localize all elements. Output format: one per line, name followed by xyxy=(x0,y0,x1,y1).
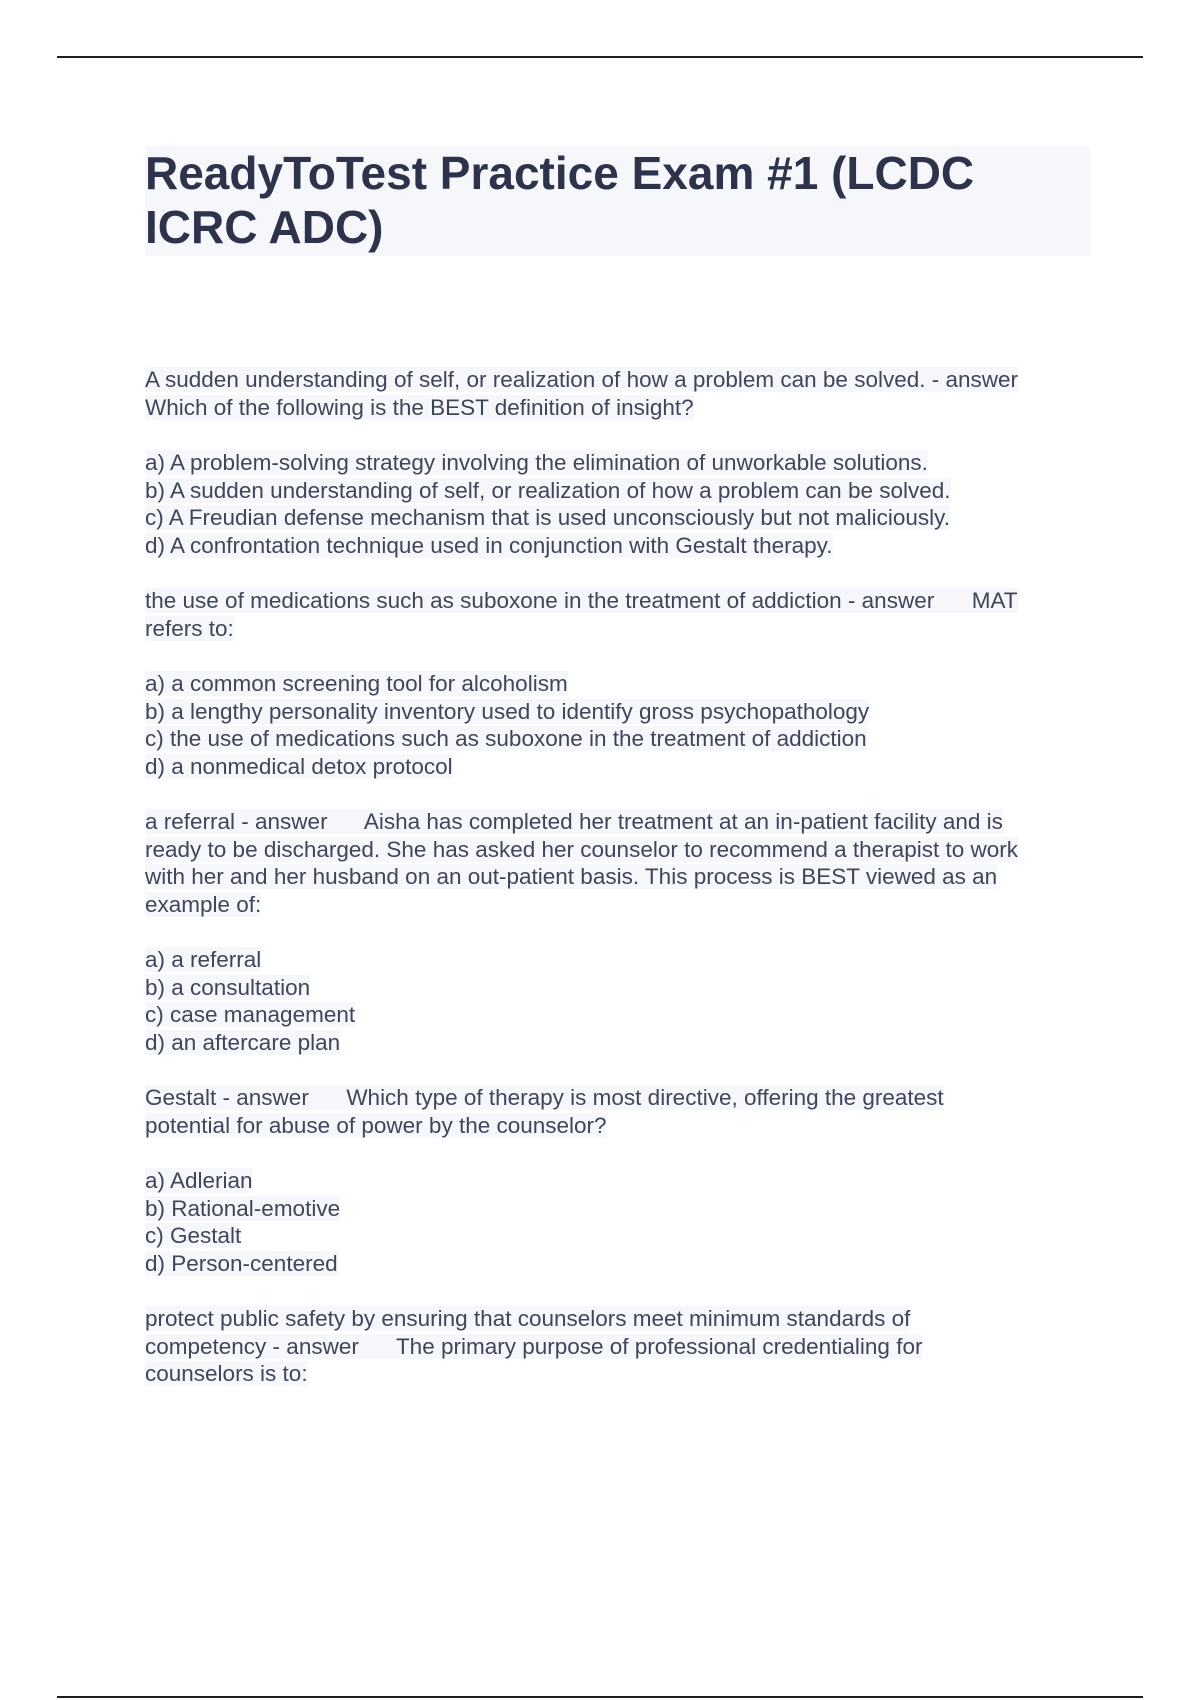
question-block-3 xyxy=(145,808,1090,1056)
document-content xyxy=(145,146,1090,1416)
question-4-prompt-line: potential for abuse of power by the counselor? xyxy=(145,1112,607,1138)
question-3-prompt-line: example of: xyxy=(145,891,262,917)
question-3-prompt-line: with her and her husband on an out-patient basis. This process is BEST viewed as an xyxy=(145,864,998,889)
question-2-prompt-line: the use of medications such as suboxone in the treatment of addiction - answer MAT xyxy=(145,588,1018,613)
question-block-4 xyxy=(145,1084,1090,1277)
question-4-prompt-line: Gestalt - answer Which type of therapy is most directive, offering the greatest xyxy=(145,1085,944,1110)
question-3-option: a) a referral xyxy=(145,947,262,972)
question-5-prompt-line: protect public safety by ensuring that counselors meet minimum standards of xyxy=(145,1306,911,1331)
question-1-prompt-line: Which of the following is the BEST definition of insight? xyxy=(145,394,694,420)
question-1-option: b) A sudden understanding of self, or realization of how a problem can be solved. xyxy=(145,477,951,503)
question-2-option: b) a lengthy personality inventory used to identify gross psychopathology xyxy=(145,698,870,724)
question-3-option: c) case management xyxy=(145,1002,356,1027)
bottom-rule xyxy=(57,1696,1143,1698)
title-line-2: ICRC ADC) xyxy=(145,201,384,253)
question-4-option: a) Adlerian xyxy=(145,1168,253,1193)
question-1-prompt-line: A sudden understanding of self, or realization of how a problem can be solved. - answer xyxy=(145,367,1019,392)
question-3-prompt-line: a referral - answer Aisha has completed her treatment at an in-patient facility and is xyxy=(145,809,1003,834)
question-2-option: a) a common screening tool for alcoholism xyxy=(145,671,568,696)
question-block-1 xyxy=(145,366,1090,559)
question-5-prompt-line: counselors is to: xyxy=(145,1361,308,1386)
question-4-option: b) Rational-emotive xyxy=(145,1195,341,1221)
question-3-prompt-line: ready to be discharged. She has asked her counselor to recommend a therapist to work xyxy=(145,836,1018,862)
question-4-option: d) Person-centered xyxy=(145,1250,338,1276)
question-3-option: b) a consultation xyxy=(145,974,311,1000)
question-1-option: d) A confrontation technique used in conjunction with Gestalt therapy. xyxy=(145,532,833,558)
question-list xyxy=(145,366,1090,1388)
question-2-option: d) a nonmedical detox protocol xyxy=(145,753,453,779)
document-title xyxy=(145,146,1090,256)
title-line-1: ReadyToTest Practice Exam #1 (LCDC xyxy=(145,147,975,199)
question-1-option: c) A Freudian defense mechanism that is used unconsciously but not maliciously. xyxy=(145,505,951,530)
question-block-2 xyxy=(145,587,1090,780)
question-block-5 xyxy=(145,1305,1090,1388)
question-5-prompt-line: competency - answer The primary purpose of professional credentialing for xyxy=(145,1333,923,1359)
question-4-option: c) Gestalt xyxy=(145,1223,242,1248)
question-1-option: a) A problem-solving strategy involving the elimination of unworkable solutions. xyxy=(145,450,928,475)
question-2-option: c) the use of medications such as suboxone in the treatment of addiction xyxy=(145,726,867,751)
question-3-option: d) an aftercare plan xyxy=(145,1029,341,1055)
top-rule xyxy=(57,56,1143,58)
question-2-prompt-line: refers to: xyxy=(145,615,234,641)
